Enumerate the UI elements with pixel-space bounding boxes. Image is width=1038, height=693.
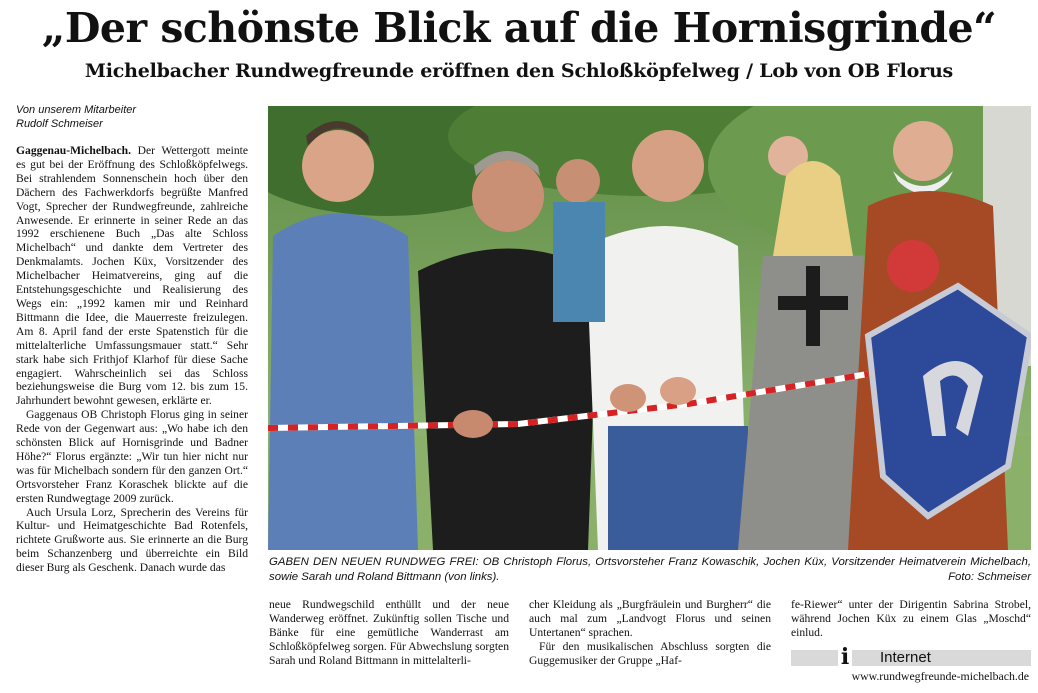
byline-author: Rudolf Schmeiser (16, 118, 103, 130)
article-paragraph: Für den musikalischen Abschluss sorgten die Guggemusiker der Gruppe „Haf- (529, 639, 771, 667)
photo-illustration (268, 106, 1031, 550)
photo-caption (269, 555, 1031, 584)
article-paragraph: neue Rundwegschild enthüllt und der neue Wanderweg eröffnet. Zukünftig sollen Tische und Bänke für eine gemütliche Wanderrast am Schloßköpfelweg sorgen. Für Abwechslung sorgten Sarah und Roland Bittmann in mittelalterli- (269, 598, 509, 667)
article-paragraph: Gaggenaus OB Christoph Florus ging in seiner Rede von der Gegenwart aus: „Wo habe ich den schönsten Blick auf Hornisgrinde und Badner Höhe?“ Florus ergänzte: „Wir tun hier nicht nur was für Michelbach sondern für den ganzen Ort.“ Ortsvorsteher Franz Koraschek blickte auf die ersten Rundwegtage 2009 zurück. (16, 408, 248, 505)
info-icon: i (838, 646, 852, 668)
article-column-2 (269, 598, 509, 668)
article-paragraph: cher Kleidung als „Burgfräulein und Burgherr“ die auch mal zum „Landvogt Florus und seinen Untertanen“ sprachen. (529, 598, 771, 639)
byline (16, 103, 136, 131)
byline-intro: Von unserem Mitarbeiter (16, 104, 137, 116)
article-column-1 (16, 144, 248, 575)
article-paragraph: fe-Riewer“ unter der Dirigentin Sabrina Strobel, während Jochen Küx zu einem Glas „Moschd“ einlud. (791, 598, 1031, 639)
dateline: Gaggenau-Michelbach. (16, 144, 131, 157)
article-paragraph (16, 144, 248, 408)
article-column-3 (529, 598, 771, 668)
article-column-4 (791, 598, 1031, 640)
photo-credit: Foto: Schmeiser (948, 570, 1031, 583)
paragraph-text: Der Wettergott meinte es gut bei der Eröffnung des Schloßköpfelwegs. Bei strahlendem Sonnenschein hoch über den Dächern des Fachwerkdorfs begrüßte Manfred Vogt, Sprecher der Rundwegfreunde, zahlreiche Anwesende. Er erinnerte in seiner Rede an das 1992 erschienene Buch „Das alte Schloss Michelbach“ und dankte dem Vertreter des Denkmalamts. Jochen Küx, Vorsitzender des Michelbacher Heimatvereins, ging auf die Entstehungsgeschichte und Realisierung des Wegs ein: „1992 kamen mir und Reinhard Bittmann die Idee, die Mauerreste freizulegen. Am 8. April fand der erste Spatenstich für die mittelalterliche Umfassungsmauer statt.“ Sehr stark habe sich Frithjof Klarhof für diese Sache engagiert. Wahrscheinlich sei das Schloss beziehungsweise die Burg vom 12. bis zum 15. Jahrhundert bewohnt gewesen, erklärte er. (16, 144, 248, 408)
website-link[interactable]: www.rundwegfreunde-michelbach.de (851, 669, 1029, 683)
event-photo (268, 106, 1031, 550)
subheadline: Michelbacher Rundwegfreunde eröffnen den Schloßköpfelweg / Lob von OB Florus (84, 60, 954, 82)
internet-label: Internet (880, 649, 931, 666)
headline: „Der schönste Blick auf die Hornisgrinde“ (41, 4, 997, 52)
caption-lead: GABEN DEN NEUEN RUNDWEG FREI: (269, 556, 479, 568)
caption-text: OB Christoph Florus, Ortsvorsteher Franz Kowaschik, Jochen Küx, Vorsitzender Heimatverein Michelbach, sowie Sarah und Roland Bittmann (von links). (269, 556, 1031, 583)
article-paragraph: Auch Ursula Lorz, Sprecherin des Vereins für Kultur- und Heimatgeschichte Bad Rotenfels, richtete Grußworte aus. Sie erinnerte an die Burg beim Schanzenberg und überreichte ein Bild dieser Burg als Geschenk. Danach wurde das (16, 505, 248, 575)
